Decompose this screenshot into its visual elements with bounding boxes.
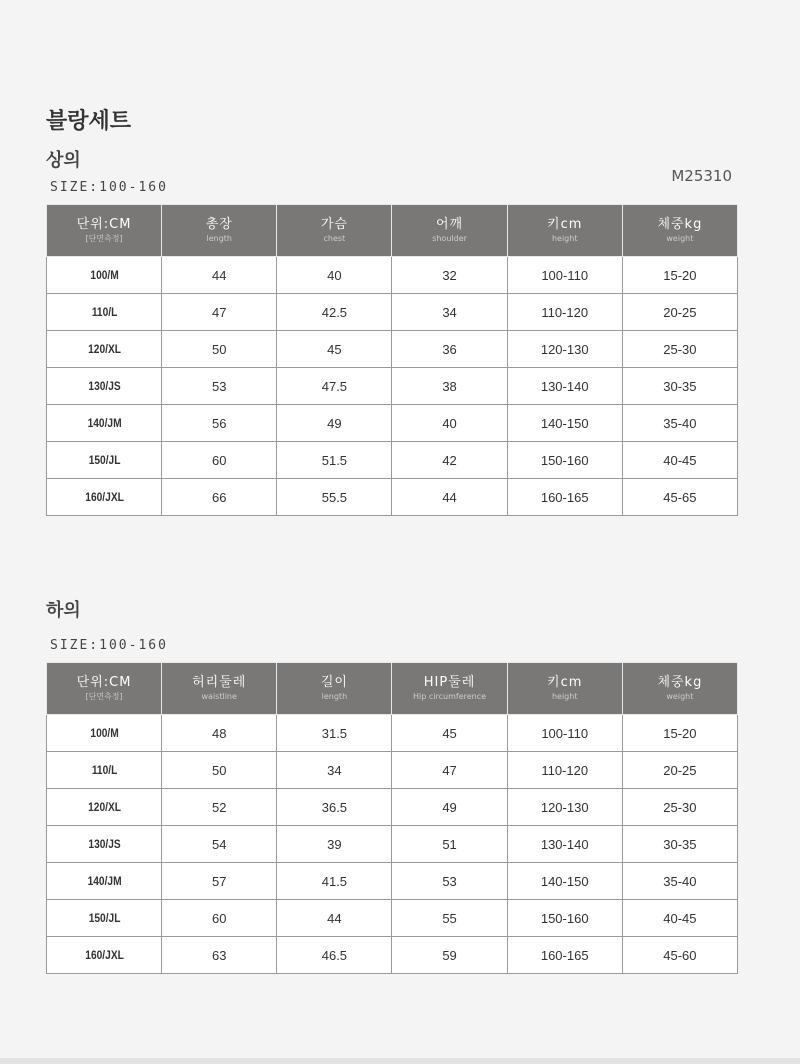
table-row <box>47 479 738 516</box>
size-cell: 120/XL <box>55 789 153 826</box>
measurement-cell: 50 <box>162 752 277 789</box>
measurement-cell: 100-110 <box>507 257 622 294</box>
top-size-table <box>46 204 738 516</box>
measurement-cell: 41.5 <box>277 863 392 900</box>
measurement-cell: 45-65 <box>622 479 737 516</box>
size-cell: 110/L <box>55 294 153 331</box>
measurement-cell: 66 <box>162 479 277 516</box>
size-cell: 120/XL <box>55 331 153 368</box>
measurement-cell: 56 <box>162 405 277 442</box>
measurement-cell: 42.5 <box>277 294 392 331</box>
measurement-cell: 110-120 <box>507 294 622 331</box>
measurement-cell: 160-165 <box>507 479 622 516</box>
column-header-sublabel: height <box>551 234 578 243</box>
measurement-cell: 45 <box>277 331 392 368</box>
measurement-cell: 59 <box>392 937 507 974</box>
measurement-cell: 36.5 <box>277 789 392 826</box>
measurement-cell: 140-150 <box>507 405 622 442</box>
column-header-sublabel: waistline <box>201 692 237 701</box>
measurement-cell: 40-45 <box>622 900 737 937</box>
column-header <box>47 663 162 715</box>
table-header-row <box>47 663 738 715</box>
measurement-cell: 42 <box>392 442 507 479</box>
size-cell: 150/JL <box>55 900 153 937</box>
measurement-cell: 47 <box>392 752 507 789</box>
bottom-size-range: SIZE:100-160 <box>50 638 168 653</box>
measurement-cell: 36 <box>392 331 507 368</box>
table-row <box>47 863 738 900</box>
measurement-cell: 20-25 <box>622 294 737 331</box>
measurement-cell: 35-40 <box>622 405 737 442</box>
measurement-cell: 55.5 <box>277 479 392 516</box>
top-size-range: SIZE:100-160 <box>50 180 168 195</box>
measurement-cell: 35-40 <box>622 863 737 900</box>
measurement-cell: 34 <box>392 294 507 331</box>
measurement-cell: 46.5 <box>277 937 392 974</box>
column-header-label: 단위:CM <box>76 675 132 690</box>
measurement-cell: 54 <box>162 826 277 863</box>
measurement-cell: 60 <box>162 442 277 479</box>
column-header-sublabel: length <box>321 692 348 701</box>
column-header-label: 키cm <box>547 675 583 690</box>
measurement-cell: 20-25 <box>622 752 737 789</box>
measurement-cell: 44 <box>392 479 507 516</box>
measurement-cell: 130-140 <box>507 368 622 405</box>
column-header-label: 단위:CM <box>76 217 132 232</box>
measurement-cell: 25-30 <box>622 789 737 826</box>
bottom-size-table <box>46 662 738 974</box>
measurement-cell: 44 <box>277 900 392 937</box>
size-cell: 110/L <box>55 752 153 789</box>
page-title: 블랑세트 <box>46 109 132 134</box>
column-header-sublabel: weight <box>666 234 694 243</box>
size-cell: 100/M <box>55 257 153 294</box>
measurement-cell: 47 <box>162 294 277 331</box>
measurement-cell: 60 <box>162 900 277 937</box>
measurement-cell: 25-30 <box>622 331 737 368</box>
column-header <box>277 205 392 257</box>
column-header-label: 허리둘레 <box>192 675 247 690</box>
measurement-cell: 63 <box>162 937 277 974</box>
size-cell: 160/JXL <box>55 937 153 974</box>
table-row <box>47 826 738 863</box>
column-header <box>162 205 277 257</box>
measurement-cell: 120-130 <box>507 331 622 368</box>
measurement-cell: 34 <box>277 752 392 789</box>
table-row <box>47 442 738 479</box>
measurement-cell: 150-160 <box>507 442 622 479</box>
measurement-cell: 15-20 <box>622 715 737 752</box>
measurement-cell: 31.5 <box>277 715 392 752</box>
size-cell: 140/JM <box>55 405 153 442</box>
table-row <box>47 937 738 974</box>
measurement-cell: 39 <box>277 826 392 863</box>
measurement-cell: 100-110 <box>507 715 622 752</box>
column-header-label: 어깨 <box>435 217 464 232</box>
column-header-sublabel: height <box>551 692 578 701</box>
table-row <box>47 752 738 789</box>
column-header-sublabel: length <box>206 234 232 243</box>
column-header-label: 체중kg <box>657 675 703 690</box>
measurement-cell: 49 <box>277 405 392 442</box>
table-row <box>47 331 738 368</box>
measurement-cell: 40-45 <box>622 442 737 479</box>
size-cell: 150/JL <box>55 442 153 479</box>
measurement-cell: 50 <box>162 331 277 368</box>
column-header <box>507 205 622 257</box>
measurement-cell: 45 <box>392 715 507 752</box>
measurement-cell: 32 <box>392 257 507 294</box>
table-row <box>47 257 738 294</box>
measurement-cell: 38 <box>392 368 507 405</box>
column-header-sublabel: weight <box>666 692 694 701</box>
measurement-cell: 52 <box>162 789 277 826</box>
column-header-sublabel: shoulder <box>432 234 467 243</box>
measurement-cell: 40 <box>277 257 392 294</box>
measurement-cell: 15-20 <box>622 257 737 294</box>
bottom-divider <box>0 1058 800 1064</box>
measurement-cell: 48 <box>162 715 277 752</box>
column-header-label: 가슴 <box>320 217 348 232</box>
measurement-cell: 40 <box>392 405 507 442</box>
column-header <box>277 663 392 715</box>
table-header-row <box>47 205 738 257</box>
column-header <box>622 205 737 257</box>
measurement-cell: 30-35 <box>622 368 737 405</box>
column-header-sublabel: [단면측정] <box>85 234 123 243</box>
measurement-cell: 53 <box>162 368 277 405</box>
table-row <box>47 715 738 752</box>
measurement-cell: 110-120 <box>507 752 622 789</box>
size-cell: 140/JM <box>55 863 153 900</box>
measurement-cell: 44 <box>162 257 277 294</box>
column-header <box>47 205 162 257</box>
table-row <box>47 900 738 937</box>
column-header <box>622 663 737 715</box>
size-cell: 130/JS <box>55 368 153 405</box>
size-cell: 160/JXL <box>55 479 153 516</box>
measurement-cell: 51.5 <box>277 442 392 479</box>
table-row <box>47 368 738 405</box>
measurement-cell: 57 <box>162 863 277 900</box>
measurement-cell: 51 <box>392 826 507 863</box>
measurement-cell: 49 <box>392 789 507 826</box>
column-header <box>392 663 507 715</box>
table-row <box>47 789 738 826</box>
column-header-sublabel: Hip circumference <box>413 692 487 701</box>
column-header-label: 체중kg <box>657 217 703 232</box>
measurement-cell: 30-35 <box>622 826 737 863</box>
column-header-label: 길이 <box>320 675 348 690</box>
column-header-label: 키cm <box>547 217 583 232</box>
model-number: M25310 <box>671 167 732 185</box>
size-cell: 130/JS <box>55 826 153 863</box>
measurement-cell: 45-60 <box>622 937 737 974</box>
measurement-cell: 130-140 <box>507 826 622 863</box>
measurement-cell: 120-130 <box>507 789 622 826</box>
measurement-cell: 55 <box>392 900 507 937</box>
column-header-sublabel: chest <box>323 234 346 243</box>
top-section-label: 상의 <box>46 150 81 171</box>
column-header-sublabel: [단면측정] <box>85 692 123 701</box>
table-row <box>47 405 738 442</box>
measurement-cell: 53 <box>392 863 507 900</box>
measurement-cell: 160-165 <box>507 937 622 974</box>
column-header <box>507 663 622 715</box>
column-header <box>392 205 507 257</box>
measurement-cell: 47.5 <box>277 368 392 405</box>
measurement-cell: 140-150 <box>507 863 622 900</box>
size-cell: 100/M <box>55 715 153 752</box>
measurement-cell: 150-160 <box>507 900 622 937</box>
column-header-label: 총장 <box>205 217 233 232</box>
table-row <box>47 294 738 331</box>
column-header-label: HIP둘레 <box>423 675 476 690</box>
column-header <box>162 663 277 715</box>
bottom-section-label: 하의 <box>46 600 81 621</box>
